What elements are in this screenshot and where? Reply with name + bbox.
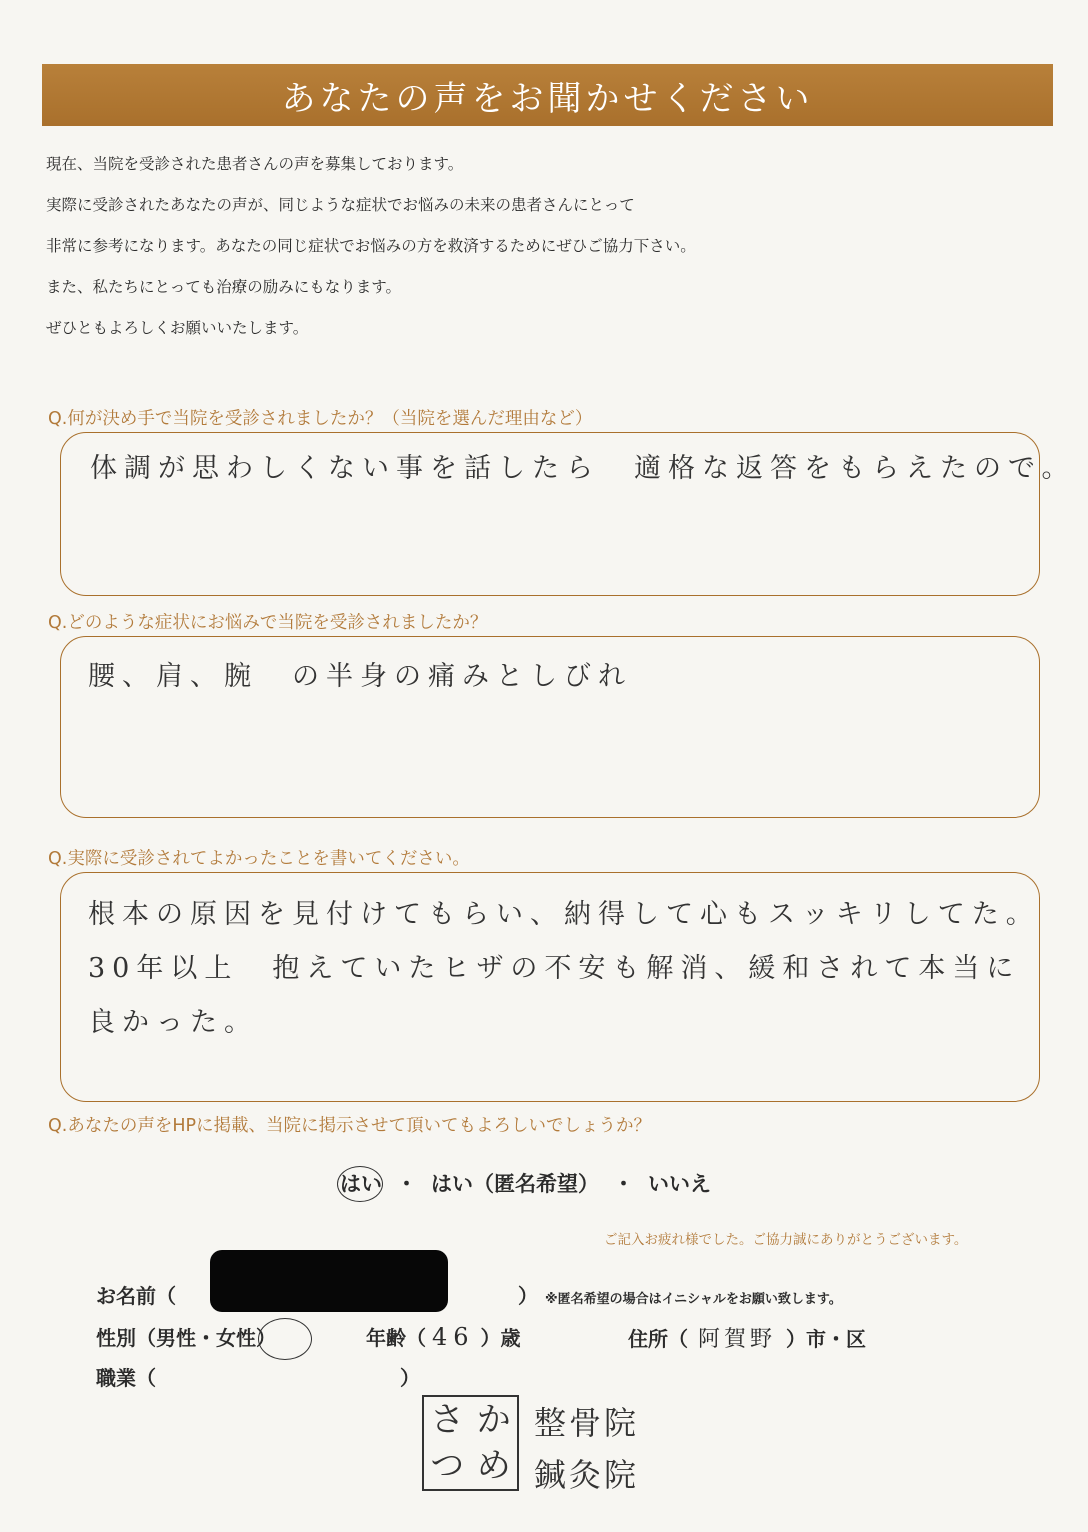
- clinic-name-line-1: 整骨院: [534, 1404, 640, 1442]
- question-4-text: Q.あなたの声をHPに掲載、当院に掲示させて頂いてもよろしいでしょうか？: [48, 1116, 652, 1136]
- job-label: 職業（: [96, 1366, 156, 1390]
- question-2-label: [48, 609, 487, 634]
- answer-1-line: 体調が思わしくない事を話したら 適格な返答をもらえたので。: [90, 453, 1076, 484]
- clinic-name-line-2: 鍼灸院: [534, 1456, 640, 1494]
- question-1-subtext: （当院を選んだ理由など）: [382, 409, 593, 429]
- answer-3-line: 30年以上 抱えていたヒザの不安も解消、緩和されて本当に: [88, 953, 1021, 984]
- gender-label: 性別（男性・女性）: [96, 1326, 276, 1350]
- option-separator: ・: [396, 1172, 417, 1196]
- address-value[interactable]: 阿賀野: [698, 1327, 777, 1352]
- logo-char: つ: [430, 1446, 465, 1486]
- selected-yes-circle: [337, 1166, 383, 1202]
- intro-line: 実際に受診されたあなたの声が、同じような症状でお悩みの未来の患者さんにとって: [46, 196, 635, 214]
- name-note: ※匿名希望の場合はイニシャルをお願い致します。: [544, 1292, 842, 1307]
- intro-line: 非常に参考になります。あなたの同じ症状でお悩みの方を救済するためにぜひご協力下さい。: [46, 237, 696, 255]
- logo-char: か: [476, 1400, 511, 1440]
- thanks-message: ご記入お疲れ様でした。ご協力誠にありがとうございます。: [604, 1232, 968, 1248]
- question-4-label: [48, 1112, 651, 1137]
- name-close-row: [518, 1280, 842, 1309]
- intro-text: [46, 150, 1046, 355]
- redacted-name: [210, 1250, 448, 1312]
- question-3-label: [48, 845, 470, 870]
- job-close-row: [400, 1362, 420, 1391]
- intro-line: また、私たちにとっても治療の励みにもなります。: [46, 278, 401, 296]
- question-2-text: Q.どのような症状にお悩みで当院を受診されましたか？: [48, 613, 488, 633]
- intro-line: 現在、当院を受診された患者さんの声を募集しております。: [46, 155, 464, 173]
- selected-female-circle: [258, 1318, 312, 1360]
- address-label: 住所（: [628, 1327, 688, 1351]
- clinic-logo-mark: [422, 1395, 519, 1491]
- address-suffix: ）市・区: [786, 1327, 867, 1351]
- page-title: あなたの声をお聞かせください: [281, 78, 814, 119]
- address-field: [628, 1322, 866, 1353]
- option-separator: ・: [613, 1172, 634, 1196]
- consent-options: [340, 1168, 711, 1198]
- question-1-text: Q.何が決め手で当院を受診されましたか？: [48, 409, 383, 429]
- name-row: [96, 1280, 176, 1309]
- option-no[interactable]: いいえ: [648, 1172, 711, 1196]
- option-yes[interactable]: はい: [340, 1172, 382, 1196]
- age-label: 年齢（: [366, 1326, 426, 1350]
- name-close: ）: [518, 1284, 538, 1308]
- job-close: ）: [400, 1366, 420, 1390]
- age-value[interactable]: 46: [432, 1323, 475, 1351]
- name-label: お名前（: [96, 1284, 176, 1308]
- intro-line: ぜひともよろしくお願いいたします。: [46, 319, 309, 337]
- answer-3-line: 根本の原因を見付けてもらい、納得して心もスッキリしてた。: [88, 899, 1040, 930]
- job-field: [96, 1362, 156, 1391]
- question-1-label: [48, 405, 592, 430]
- answer-3-line: 良かった。: [88, 1007, 258, 1038]
- gender-field: [96, 1322, 276, 1351]
- option-yes-anonymous[interactable]: はい（匿名希望）: [431, 1172, 599, 1196]
- age-field: [366, 1322, 521, 1351]
- question-3-text: Q.実際に受診されてよかったことを書いてください。: [48, 849, 470, 869]
- answer-2-line: 腰、肩、腕 の半身の痛みとしびれ: [88, 661, 632, 692]
- logo-char: さ: [430, 1400, 465, 1440]
- age-suffix: ）歳: [480, 1326, 521, 1350]
- logo-char: め: [476, 1446, 511, 1486]
- header-banner: [42, 64, 1053, 126]
